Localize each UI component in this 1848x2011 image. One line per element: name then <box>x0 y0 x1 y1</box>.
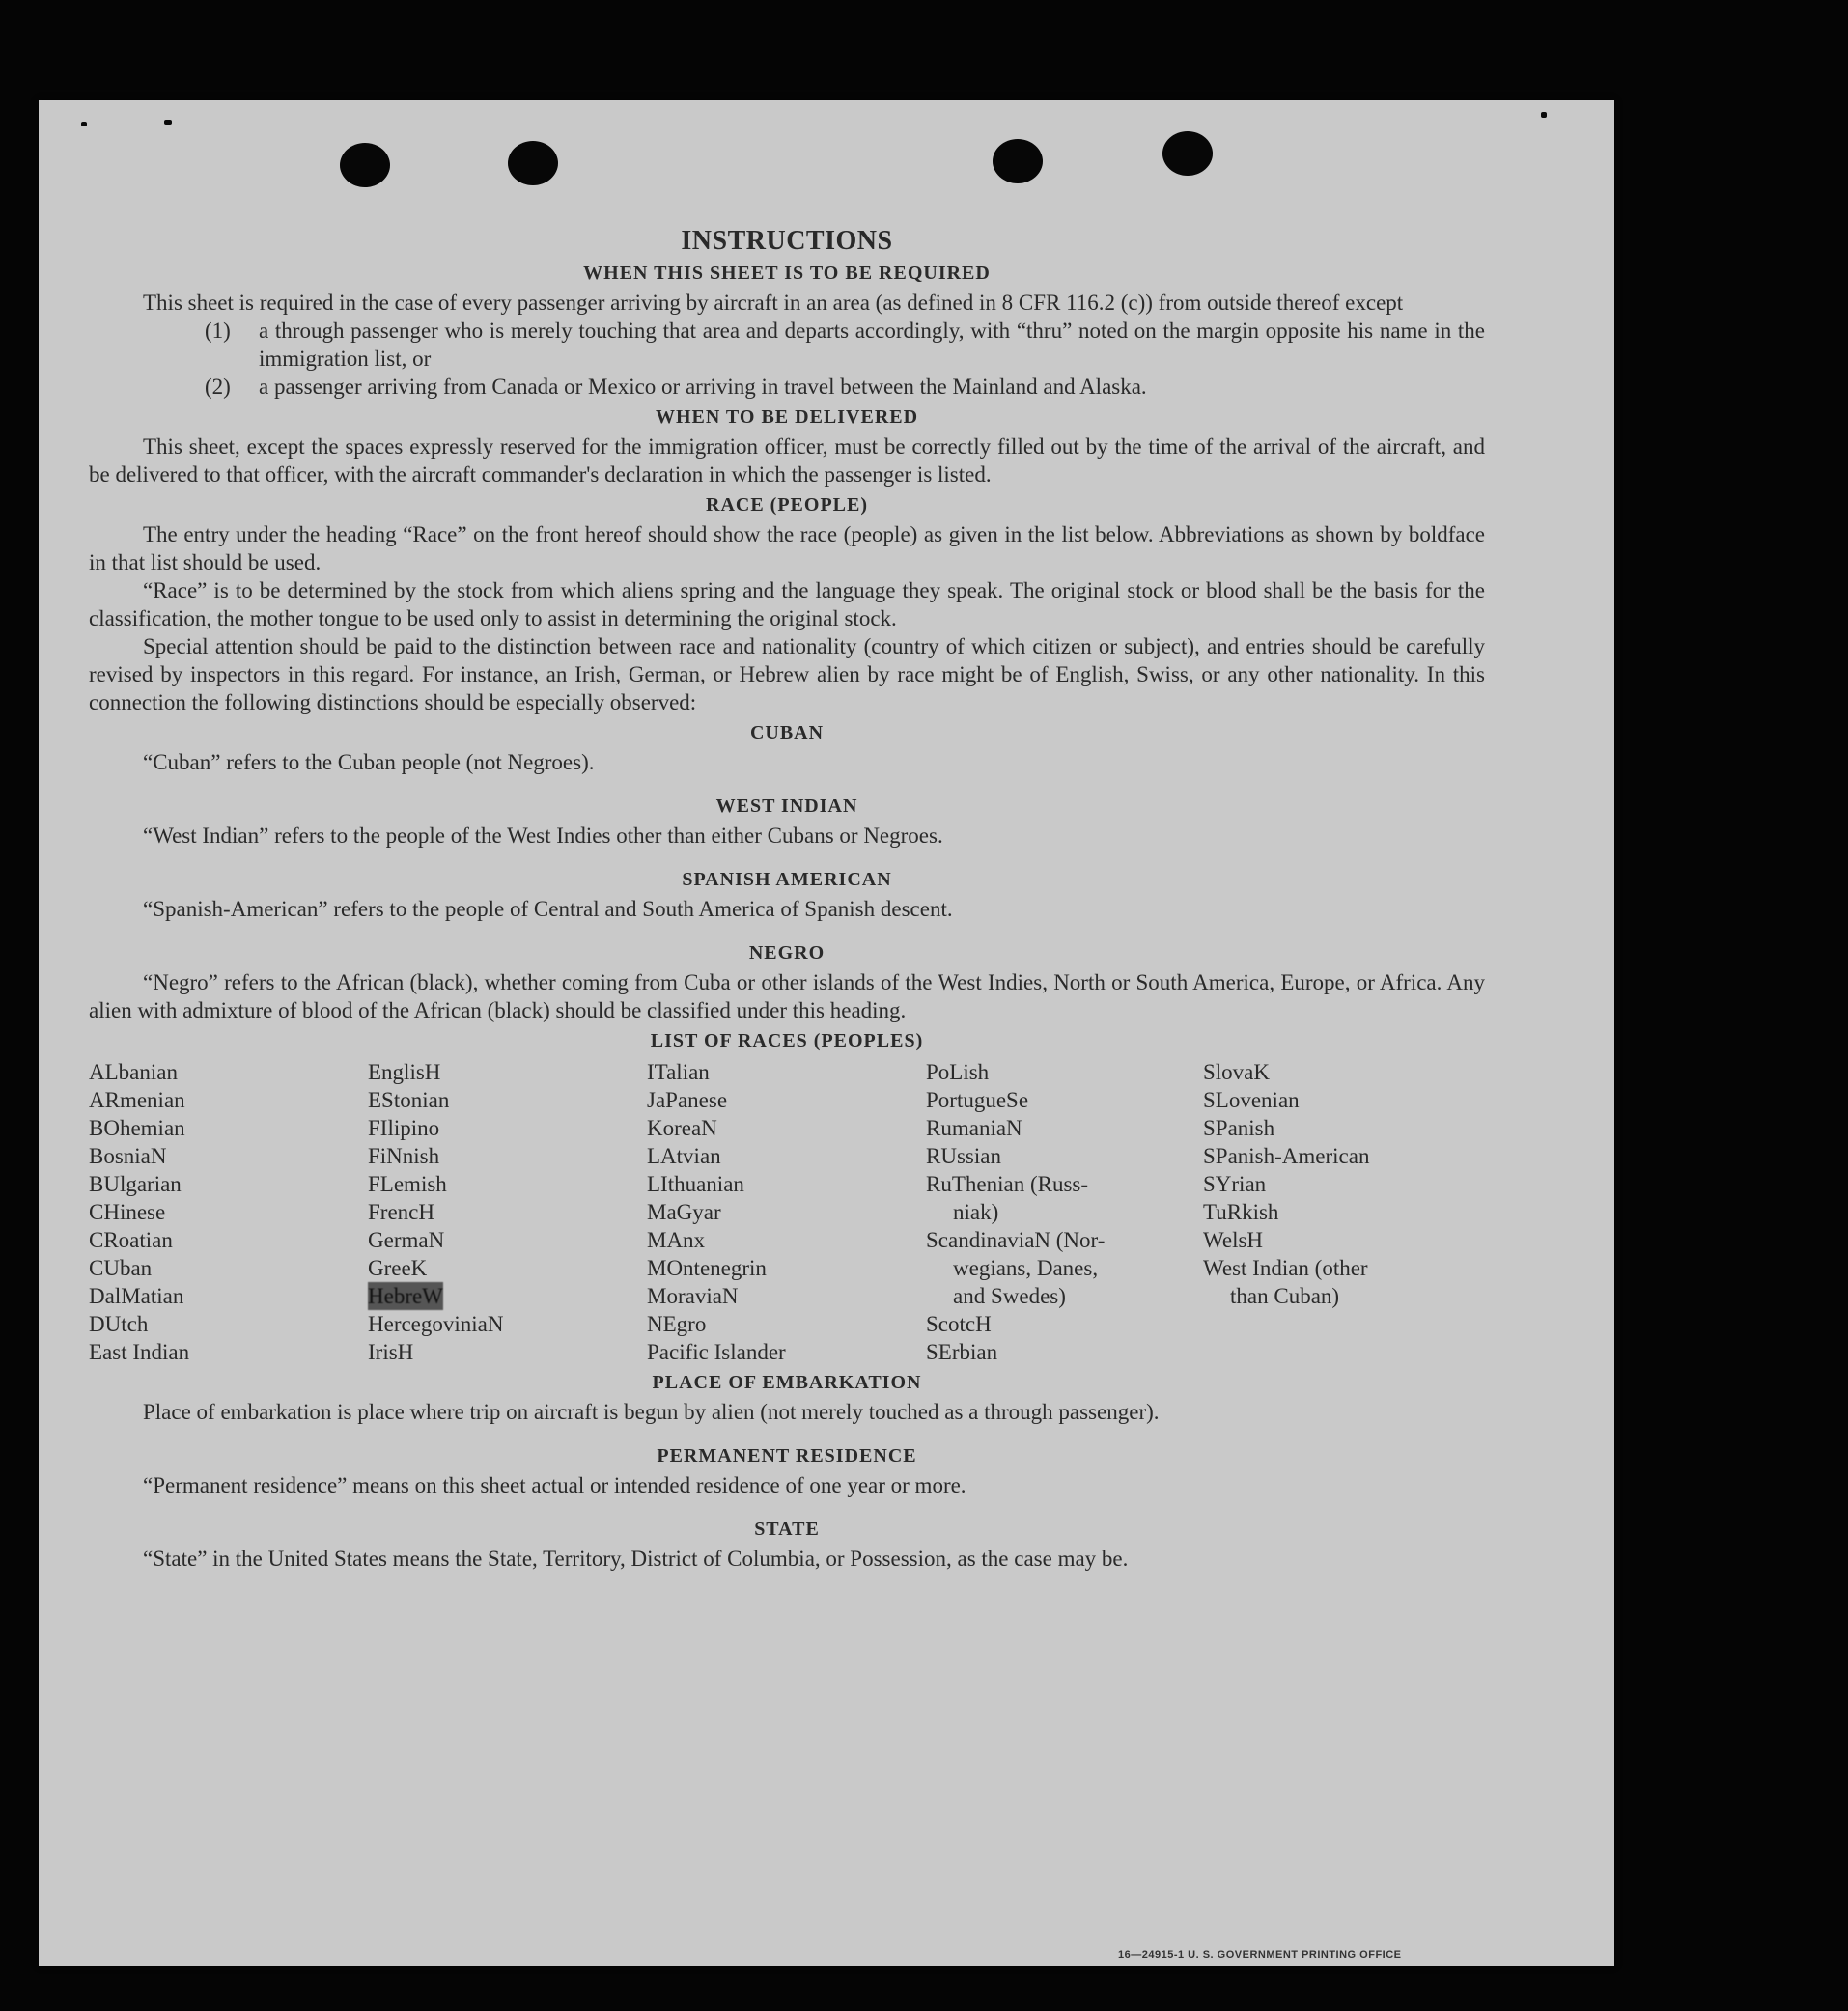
race-column-2 <box>368 1058 647 1366</box>
paragraph-west-indian: “West Indian” refers to the people of the West Indies other than either Cubans or Negroes. <box>143 824 943 848</box>
race-item: LIthuanian <box>647 1172 744 1196</box>
race-item: LAtvian <box>647 1144 721 1168</box>
list-item-text: a through passenger who is merely touching that area and departs accordingly, with “thru” noted on the margin opposite his name in the immigration list, or <box>259 319 1485 371</box>
race-item: GreeK <box>368 1256 428 1280</box>
paragraph-spanish-american: “Spanish-American” refers to the people of Central and South America of Spanish descent. <box>143 897 953 921</box>
race-item: WelsH <box>1203 1228 1264 1252</box>
race-item: ScandinaviaN (Nor- <box>926 1228 1106 1252</box>
paragraph-cuban: “Cuban” refers to the Cuban people (not Negroes). <box>143 750 595 774</box>
heading-race: RACE (PEOPLE) <box>706 494 868 516</box>
race-item: DUtch <box>89 1312 149 1336</box>
race-item: RUssian <box>926 1144 1001 1168</box>
race-item: GermaN <box>368 1228 445 1252</box>
race-item: ALbanian <box>89 1060 178 1084</box>
heading-list-of-races: LIST OF RACES (PEOPLES) <box>650 1030 924 1051</box>
race-item: East Indian <box>89 1340 190 1364</box>
race-item: PortugueSe <box>926 1088 1029 1112</box>
race-item-continued: and Swedes) <box>953 1284 1066 1308</box>
race-item: BOhemian <box>89 1116 185 1140</box>
race-item: ScotcH <box>926 1312 992 1336</box>
paragraph-race-2: “Race” is to be determined by the stock from which aliens spring and the language they speak. The original stock or blood shall be the basis for the classification, the mother tongue to be used only to assist in determining the original stock. <box>89 578 1485 630</box>
instructions-content <box>89 226 1485 1573</box>
race-item: CRoatian <box>89 1228 173 1252</box>
race-column-3 <box>647 1058 926 1366</box>
race-item: EnglisH <box>368 1060 441 1084</box>
list-item-number: (2) <box>205 375 231 399</box>
race-item: SPanish <box>1203 1116 1275 1140</box>
race-item: SYrian <box>1203 1172 1267 1196</box>
heading-when-delivered: WHEN TO BE DELIVERED <box>655 406 919 428</box>
heading-negro: NEGRO <box>748 942 826 964</box>
heading-state: STATE <box>754 1519 820 1540</box>
race-item: HercegoviniaN <box>368 1312 504 1336</box>
race-item: PoLish <box>926 1060 990 1084</box>
race-item: SLovenian <box>1203 1088 1300 1112</box>
race-item: FrencH <box>368 1200 434 1224</box>
speck <box>1541 112 1547 118</box>
race-item: FiNnish <box>368 1144 440 1168</box>
race-item: MOntenegrin <box>647 1256 767 1280</box>
race-item-continued: wegians, Danes, <box>953 1256 1099 1280</box>
paragraph-when-delivered: This sheet, except the spaces expressly reserved for the immigration officer, must be correctly filled out by the time of the arrival of the aircraft, and be delivered to that officer, with the aircraft commander's declaration in which the passenger is listed. <box>89 434 1485 487</box>
list-item-number: (1) <box>205 319 231 343</box>
race-item: SlovaK <box>1203 1060 1270 1084</box>
page-title: INSTRUCTIONS <box>681 226 893 256</box>
ink-smudge: HebreW <box>368 1284 443 1308</box>
race-item: BosniaN <box>89 1144 167 1168</box>
punch-hole <box>508 141 558 185</box>
race-item-continued: niak) <box>953 1200 999 1224</box>
race-item: DalMatian <box>89 1284 184 1308</box>
punch-hole <box>1162 131 1213 176</box>
speck <box>164 120 172 125</box>
race-item: MAnx <box>647 1228 706 1252</box>
paragraph-embarkation: Place of embarkation is place where trip on aircraft is begun by alien (not merely touched as a through passenger). <box>143 1400 1160 1424</box>
race-item: SErbian <box>926 1340 998 1364</box>
punch-hole <box>993 139 1043 183</box>
race-item: FIlipino <box>368 1116 440 1140</box>
paragraph-when-required: This sheet is required in the case of every passenger arriving by aircraft in an area (as defined in 8 CFR 116.2 (c)) from outside thereof except <box>143 291 1404 315</box>
paragraph-state: “State” in the United States means the State, Territory, District of Columbia, or Possession, as the case may be. <box>143 1547 1129 1571</box>
race-item: ITalian <box>647 1060 710 1084</box>
race-column-5 <box>1203 1058 1485 1366</box>
race-item: RumaniaN <box>926 1116 1022 1140</box>
heading-permanent-residence: PERMANENT RESIDENCE <box>657 1445 917 1466</box>
list-item <box>205 373 1485 401</box>
race-item: CUban <box>89 1256 153 1280</box>
race-item: EStonian <box>368 1088 450 1112</box>
race-list <box>89 1058 1485 1366</box>
race-item-obscured <box>368 1282 647 1310</box>
paragraph-race-1: The entry under the heading “Race” on the front hereof should show the race (people) as given in the list below. Abbreviations as shown by boldface in that list should be used. <box>89 522 1485 574</box>
race-item: RuThenian (Russ- <box>926 1172 1089 1196</box>
heading-west-indian: WEST INDIAN <box>715 796 858 817</box>
paragraph-permanent-residence: “Permanent residence” means on this sheet actual or intended residence of one year or more. <box>143 1473 966 1497</box>
race-item: West Indian (other <box>1203 1256 1368 1280</box>
heading-when-required: WHEN THIS SHEET IS TO BE REQUIRED <box>583 263 991 284</box>
punch-hole <box>340 143 390 187</box>
print-code: 16—24915-1 U. S. GOVERNMENT PRINTING OFFICE <box>1118 1949 1402 1961</box>
race-item: FLemish <box>368 1172 447 1196</box>
race-item: CHinese <box>89 1200 166 1224</box>
heading-cuban: CUBAN <box>749 722 825 743</box>
race-item: TuRkish <box>1203 1200 1279 1224</box>
paragraph-race-3: Special attention should be paid to the distinction between race and nationality (country of which citizen or subject), and entries should be carefully revised by inspectors in this regard. For instance, an Irish, German, or Hebrew alien by race might be of English, Swiss, or any other nationality. In this connection the following distinctions should be especially observed: <box>89 634 1485 714</box>
race-item: SPanish-American <box>1203 1144 1370 1168</box>
heading-spanish-american: SPANISH AMERICAN <box>682 869 892 890</box>
race-item: NEgro <box>647 1312 707 1336</box>
race-item: BUlgarian <box>89 1172 182 1196</box>
heading-embarkation: PLACE OF EMBARKATION <box>652 1372 922 1393</box>
race-item: ARmenian <box>89 1088 185 1112</box>
document-sheet <box>39 100 1614 1966</box>
race-item-continued: than Cuban) <box>1230 1284 1340 1308</box>
race-item: Pacific Islander <box>647 1340 786 1364</box>
race-item: MaGyar <box>647 1200 721 1224</box>
speck <box>81 122 87 126</box>
list-item-text: a passenger arriving from Canada or Mexico or arriving in travel between the Mainland and Alaska. <box>259 375 1147 399</box>
race-item: JaPanese <box>647 1088 728 1112</box>
race-column-1 <box>89 1058 368 1366</box>
race-column-4 <box>926 1058 1203 1366</box>
paragraph-negro: “Negro” refers to the African (black), whether coming from Cuba or other islands of the West Indies, North or South America, Europe, or Africa. Any alien with admixture of blood of the African (black) should be classified under this heading. <box>89 970 1485 1022</box>
race-item: IrisH <box>368 1340 414 1364</box>
race-item: KoreaN <box>647 1116 717 1140</box>
race-item: MoraviaN <box>647 1284 739 1308</box>
list-item <box>205 317 1485 373</box>
